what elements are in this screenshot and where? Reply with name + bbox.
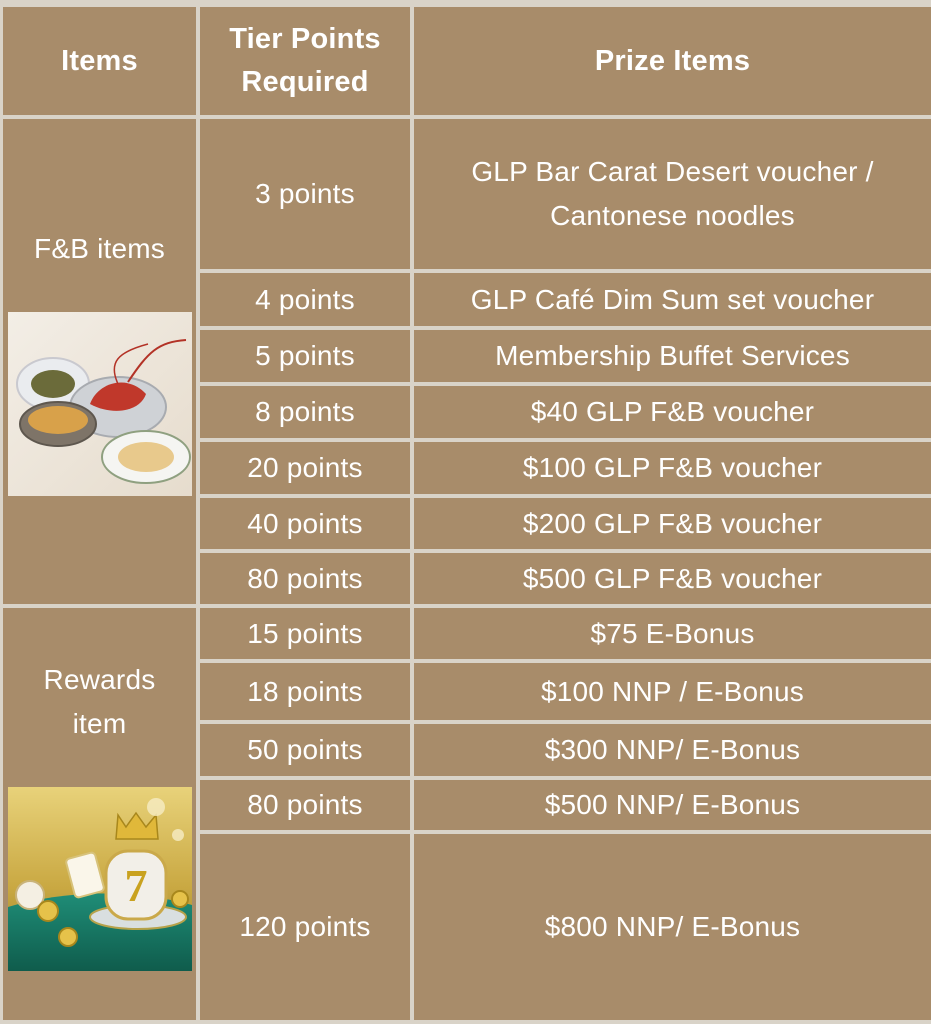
fnb-row-2-prize bbox=[414, 273, 931, 326]
fnb-dishes-photo bbox=[8, 312, 192, 496]
points-text: 50 points bbox=[247, 734, 363, 765]
svg-text:7: 7 bbox=[124, 860, 148, 911]
rewards-row-1-prize bbox=[414, 608, 931, 659]
fnb-row-7-points bbox=[200, 553, 410, 604]
prize-text bbox=[471, 150, 873, 238]
points-text: 80 points bbox=[247, 562, 363, 594]
prize-text: $500 GLP F&B voucher bbox=[522, 562, 823, 594]
rewards-row-5-points bbox=[200, 834, 410, 1020]
header-items bbox=[3, 7, 196, 115]
prize-line1: GLP Bar Carat Desert voucher / bbox=[471, 156, 874, 187]
points-text: 18 points bbox=[247, 675, 363, 707]
fnb-row-6-points bbox=[200, 498, 410, 549]
header-tier-points-line2: Required bbox=[241, 66, 369, 98]
header-tier-points-line1: Tier Points bbox=[229, 23, 381, 55]
prize-text: $75 E-Bonus bbox=[590, 617, 755, 649]
prize-line2: Cantonese noodles bbox=[550, 200, 795, 231]
header-prize-items bbox=[414, 7, 931, 115]
fnb-row-5-points bbox=[200, 442, 410, 494]
header-prize-items-text: Prize Items bbox=[594, 44, 751, 77]
rewards-row-5-prize bbox=[414, 834, 931, 1020]
header-tier-points-text bbox=[229, 18, 381, 104]
rewards-row-2-prize bbox=[414, 663, 931, 720]
points-text: 5 points bbox=[255, 340, 355, 371]
fnb-row-3-points bbox=[200, 330, 410, 382]
points-text: 20 points bbox=[247, 452, 363, 483]
fnb-row-6-prize bbox=[414, 498, 931, 549]
points-text: 40 points bbox=[247, 507, 363, 539]
fnb-row-2-points bbox=[200, 273, 410, 326]
fnb-row-7-prize bbox=[414, 553, 931, 604]
rewards-row-3-prize bbox=[414, 724, 931, 776]
prize-text: $40 GLP F&B voucher bbox=[530, 396, 815, 427]
fnb-row-1-points bbox=[200, 119, 410, 269]
fnb-row-1-prize bbox=[414, 119, 931, 269]
header-items-text: Items bbox=[61, 44, 138, 77]
rewards-label-line2: item bbox=[72, 708, 127, 739]
fnb-row-3-prize bbox=[414, 330, 931, 382]
prize-text: $500 NNP/ E-Bonus bbox=[544, 789, 801, 820]
points-text: 8 points bbox=[255, 396, 355, 427]
rewards-row-1-points bbox=[200, 608, 410, 659]
rewards-item-label bbox=[44, 658, 156, 746]
rewards-row-4-prize bbox=[414, 780, 931, 830]
prize-text: $300 NNP/ E-Bonus bbox=[544, 734, 801, 765]
prize-text: $100 NNP / E-Bonus bbox=[540, 675, 804, 707]
prize-text: $800 NNP/ E-Bonus bbox=[544, 911, 801, 942]
rewards-slot-coins-graphic bbox=[8, 787, 192, 971]
fnb-row-4-points bbox=[200, 386, 410, 438]
points-text: 3 points bbox=[255, 178, 355, 209]
prize-text: $200 GLP F&B voucher bbox=[522, 507, 823, 539]
points-text: 4 points bbox=[255, 283, 355, 315]
fnb-dishes-image bbox=[8, 312, 192, 496]
rewards-label-line1: Rewards bbox=[43, 664, 156, 695]
rewards-row-2-points bbox=[200, 663, 410, 720]
fnb-items-label: F&B items bbox=[34, 233, 165, 264]
prize-text: Membership Buffet Services bbox=[495, 340, 850, 371]
prize-text: GLP Café Dim Sum set voucher bbox=[470, 283, 875, 315]
header-tier-points bbox=[200, 7, 410, 115]
points-text: 120 points bbox=[239, 911, 371, 942]
points-text: 15 points bbox=[247, 617, 363, 649]
rewards-image bbox=[8, 787, 192, 971]
points-text: 80 points bbox=[247, 789, 363, 820]
prize-text: $100 GLP F&B voucher bbox=[522, 452, 823, 483]
rewards-row-3-points bbox=[200, 724, 410, 776]
fnb-row-4-prize bbox=[414, 386, 931, 438]
fnb-row-5-prize bbox=[414, 442, 931, 494]
rewards-row-4-points bbox=[200, 780, 410, 830]
